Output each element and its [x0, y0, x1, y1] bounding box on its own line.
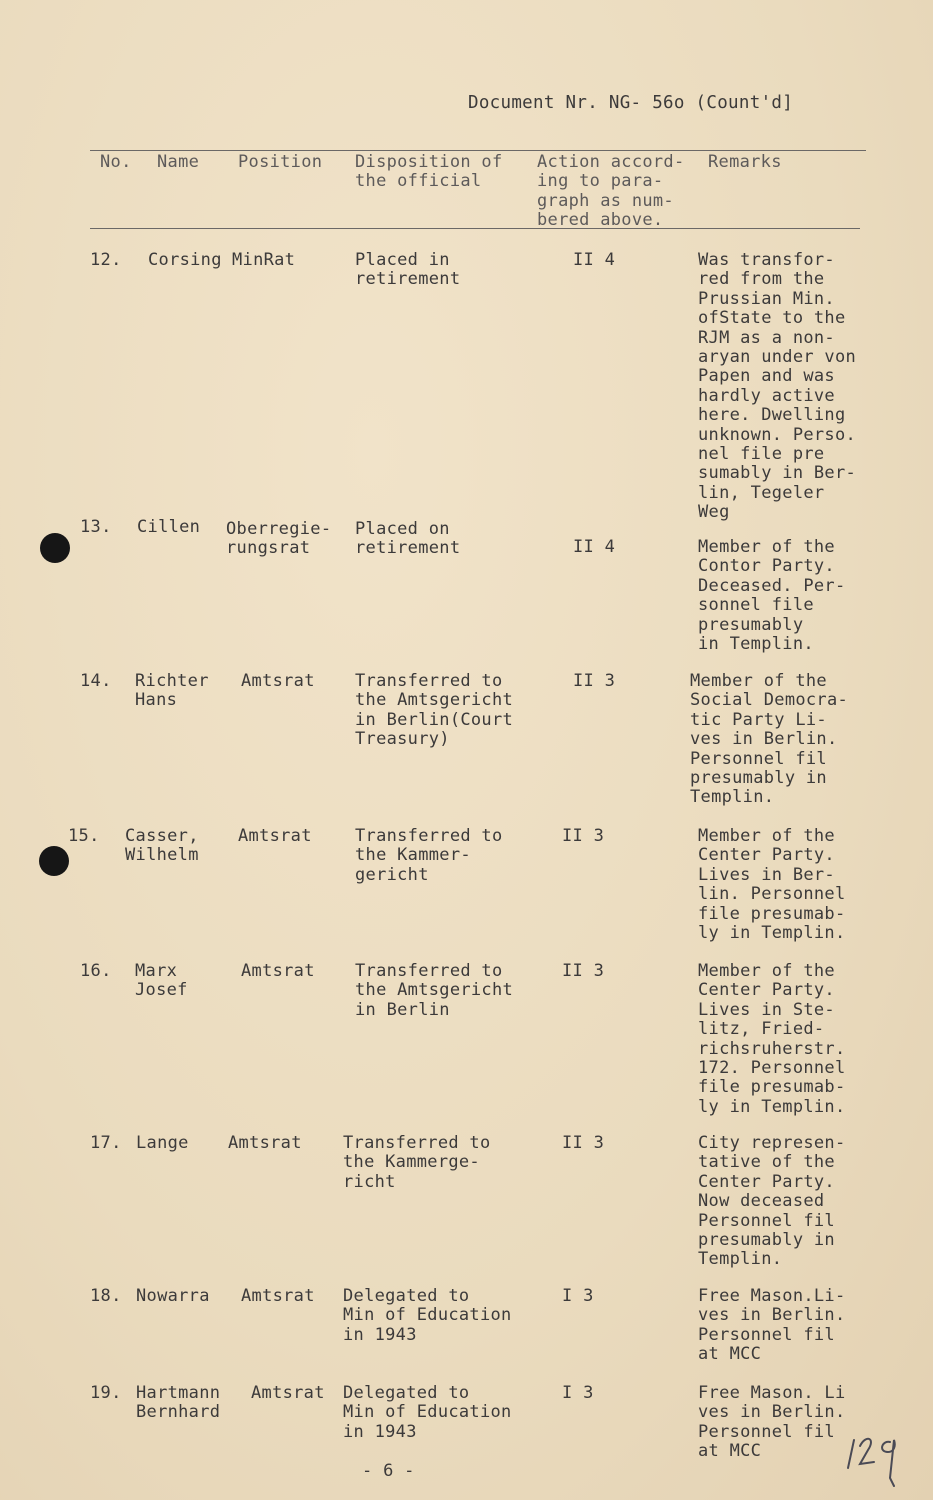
row-disposition: Placed on retirement [355, 519, 461, 559]
row-name: Nowarra [136, 1286, 210, 1306]
col-header-name: Name [157, 152, 200, 172]
col-header-action: Action accord- ing to para- graph as num- bered above. [537, 152, 685, 231]
row-remarks: Member of the Social Democra- tic Party Li- ves in Berlin. Personnel fil presumably in Templin. [690, 671, 849, 808]
row-action: I 3 [562, 1383, 594, 1403]
row-remarks: Was transfor- red from the Prussian Min. ofState to the RJM as a non- aryan under von Papen and was hardly active here. Dwelling unknown. Perso. nel file pre sumably in Ber- lin, Tegeler Weg [698, 250, 857, 523]
row-position: MinRat [232, 250, 296, 270]
row-no: 17. [90, 1133, 122, 1153]
row-no: 16. [80, 961, 112, 981]
row-position: Amtsrat [251, 1383, 325, 1403]
row-no: 13. [80, 517, 112, 537]
page-number: - 6 - [362, 1461, 415, 1481]
row-disposition: Transferred to the Kammerge- richt [343, 1133, 491, 1192]
punch-hole [40, 533, 70, 563]
row-remarks: Member of the Contor Party. Deceased. Per- sonnel file presumably in Templin. [698, 537, 846, 655]
row-disposition: Transferred to the Kammer- gericht [355, 826, 503, 885]
row-no: 15. [68, 826, 100, 846]
row-remarks: City represen- tative of the Center Party. Now deceased Personnel fil presumably in Templin. [698, 1133, 846, 1270]
row-remarks: Free Mason. Li ves in Berlin. Personnel fil at MCC [698, 1383, 846, 1462]
row-remarks: Member of the Center Party. Lives in Ste- litz, Fried- richsruherstr. 172. Personnel file presumab- ly in Templin. [698, 961, 846, 1117]
row-action: II 4 [573, 250, 616, 270]
row-action: II 3 [562, 961, 605, 981]
row-remarks: Member of the Center Party. Lives in Ber- lin. Personnel file presumab- ly in Templin. [698, 826, 846, 944]
row-position: Amtsrat [241, 961, 315, 981]
row-position: Amtsrat [241, 671, 315, 691]
row-name: Casser, Wilhelm [125, 826, 199, 866]
col-header-position: Position [238, 152, 323, 172]
row-no: 19. [90, 1383, 122, 1403]
document-reference: Document Nr. NG- 56o (Count'd] [468, 93, 794, 113]
row-no: 12. [90, 250, 122, 270]
row-position: Oberregie- rungsrat [226, 519, 332, 559]
row-position: Amtsrat [228, 1133, 302, 1153]
col-header-remarks: Remarks [708, 152, 782, 172]
row-action: II 3 [573, 671, 616, 691]
col-header-disposition: Disposition of the official [355, 152, 503, 192]
row-name: Corsing [148, 250, 222, 270]
row-position: Amtsrat [238, 826, 312, 846]
row-position: Amtsrat [241, 1286, 315, 1306]
header-top-rule [90, 150, 866, 151]
row-action: II 3 [562, 1133, 605, 1153]
row-action: II 3 [562, 826, 605, 846]
row-name: Cillen [137, 517, 201, 537]
row-name: Richter Hans [135, 671, 209, 711]
row-disposition: Transferred to the Amtsgericht in Berlin [355, 961, 514, 1020]
row-no: 18. [90, 1286, 122, 1306]
row-action: I 3 [562, 1286, 594, 1306]
punch-hole [39, 846, 69, 876]
handwritten-number-mark [838, 1420, 918, 1490]
row-action: II 4 [573, 537, 616, 557]
row-disposition: Delegated to Min of Education in 1943 [343, 1383, 512, 1442]
row-name: Lange [136, 1133, 189, 1153]
col-header-no: No. [100, 152, 132, 172]
row-disposition: Placed in retirement [355, 250, 461, 290]
row-no: 14. [80, 671, 112, 691]
row-disposition: Transferred to the Amtsgericht in Berlin(Court Treasury) [355, 671, 514, 750]
row-name: Marx Josef [135, 961, 188, 1001]
row-remarks: Free Mason.Li- ves in Berlin. Personnel fil at MCC [698, 1286, 846, 1365]
row-disposition: Delegated to Min of Education in 1943 [343, 1286, 512, 1345]
header-bottom-rule [90, 228, 860, 229]
row-name: Hartmann Bernhard [136, 1383, 221, 1423]
